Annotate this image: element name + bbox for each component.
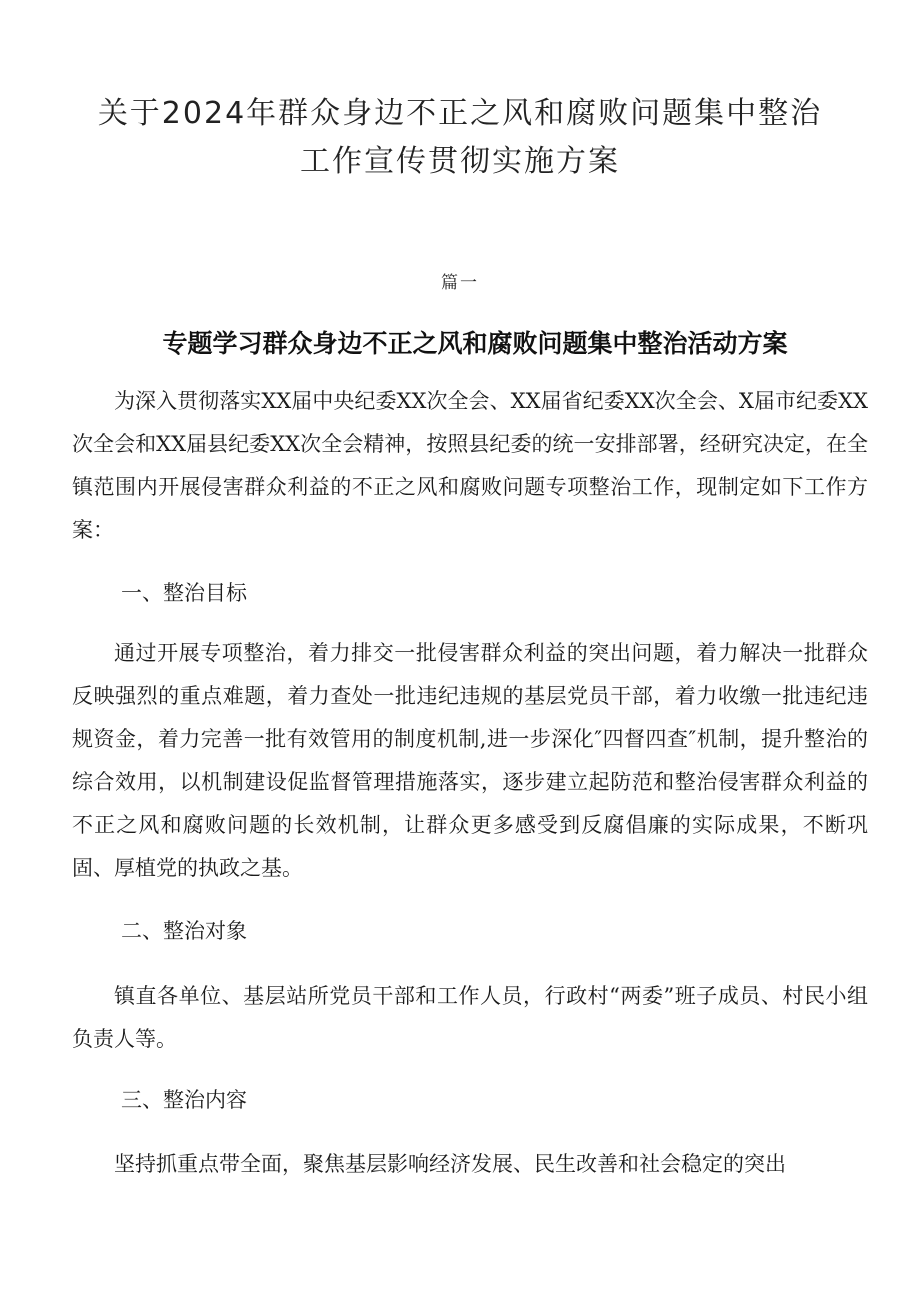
document-title-line-2: 工作宣传贯彻实施方案 xyxy=(300,144,620,179)
section-heading-goals: 一、整治目标 xyxy=(121,581,247,605)
section-body-targets: 镇直各单位、基层站所党员干部和工作人员，行政村“两委”班子成员、村民小组负责人等。 xyxy=(72,984,868,1051)
section-heading-content: 三、整治内容 xyxy=(121,1088,247,1112)
section-heading-targets: 二、整治对象 xyxy=(121,919,247,943)
intro-paragraph: 为深入贯彻落实XX届中央纪委XX次全会、XX届省纪委XX次全会、X届市纪委XX次全会和XX届县纪委XX次全会精神，按照县纪委的统一安排部署，经研究决定，在全镇范围内开展侵害群众利益的不正之风和腐败问题专项整治工作，现制定如下工作方案： xyxy=(72,389,868,542)
section-label: 篇一 xyxy=(441,273,479,293)
section-body-goals: 通过开展专项整治，着力排交一批侵害群众利益的突出问题，着力解决一批群众反映强烈的重点难题，着力查处一批违纪违规的基层党员干部，着力收缴一批违纪违规资金，着力完善一批有效管用的制度机制,进一步深化″四督四查″机制，提升整治的综合效用，以机制建设促监督管理措施落实，逐步建立起防范和整治侵害群众利益的不正之风和腐败问题的长效机制，让群众更多感受到反腐倡廉的实际成果，不断巩固、厚植党的执政之基。 xyxy=(72,641,868,880)
section-body-content: 坚持抓重点带全面，聚焦基层影响经济发展、民生改善和社会稳定的突出 xyxy=(114,1152,786,1176)
document-title-line-1: 关于2024年群众身边不正之风和腐败问题集中整治 xyxy=(97,96,823,131)
document-subtitle: 专题学习群众身边不正之风和腐败问题集中整治活动方案 xyxy=(162,329,788,358)
